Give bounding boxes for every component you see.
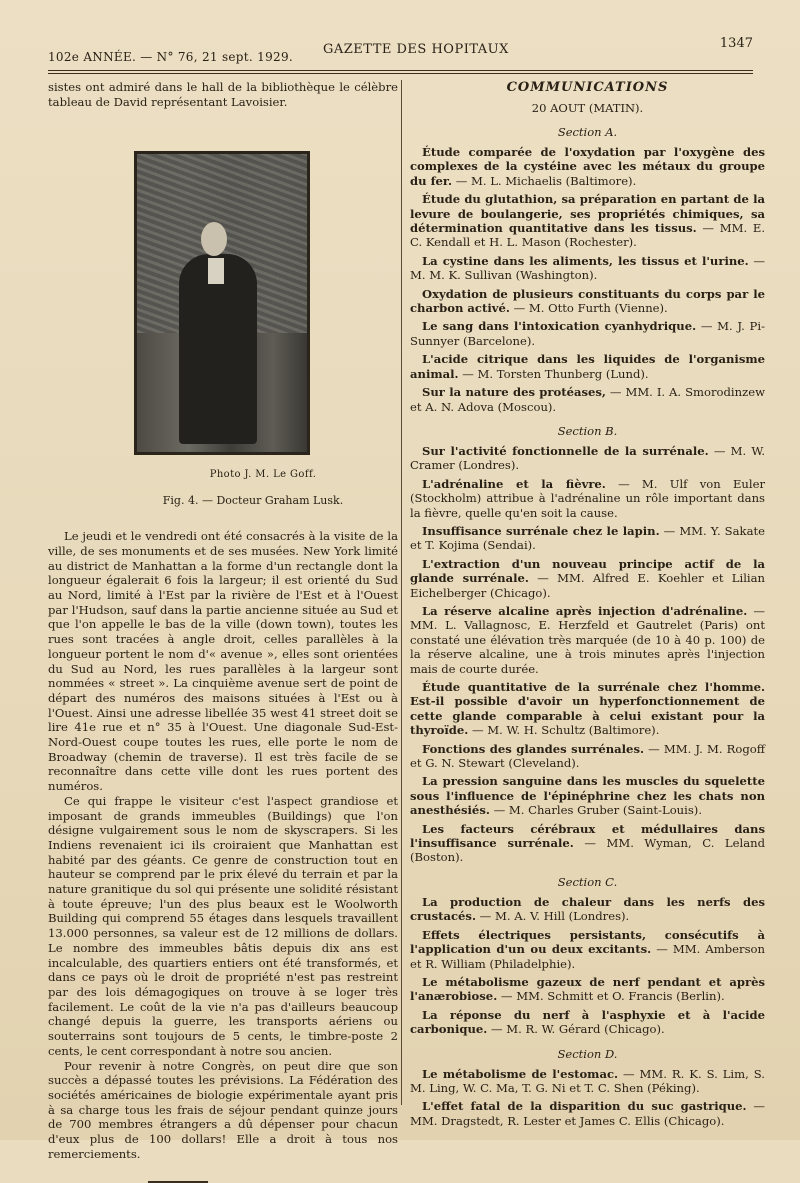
communication-authors: — MM. Alfred E. Koehler et Lilian Eichelberger (Chicago). xyxy=(410,571,766,600)
lead-paragraph: sistes ont admiré dans le hall de la bibliothèque le célèbre tableau de David représentant Lavoisier. xyxy=(48,80,398,109)
page-header xyxy=(48,36,753,70)
article-paragraph: Ce qui frappe le visiteur c'est l'aspect grandiose et imposant de grands immeubles (Buildings) que l'on désigne vulgairement sous le nom de skyscrapers. Si les Indiens revenaient ici ils croiraient que Manhattan est habité par des géants. Ce genre de construction tout en hauteur se comprend par le prix élevé du terrain et par la nature granitique du sol qui présente une solidité résistant à toute épreuve; l'un des plus beaux est le Woolworth Building qui comprend 55 étages dans lesquels travaillent 13.000 personnes, sa valeur est de 12 millions de dollars. Le nombre des immeubles bâtis depuis dix ans est incalculable, des quartiers entiers ont été transformés, et dans ce pays où le droit de propriété n'est pas restreint par des lois démagogiques on trouve à se loger très facilement. Le coût de la vie n'a pas d'ailleurs beaucoup changé depuis la guerre, les transports aériens ou souterrains sont toujours de 5 cents, le timbre-poste 2 cents, le cent correspondant à notre sou ancien. xyxy=(48,793,398,1058)
section-title: Section B. xyxy=(557,423,618,438)
communication-title: La cystine dans les aliments, les tissus et l'urine. xyxy=(422,253,749,268)
section-title: Section A. xyxy=(557,125,618,139)
communication-authors: — MM. R. K. S. Lim, S. M. Ling, W. C. Ma, T. G. Ni et T. C. Shen (Péking). xyxy=(410,1066,765,1095)
issue-line: 102e ANNÉE. — N° 76, 21 sept. 1929. xyxy=(48,50,293,64)
communication-title: Étude quantitative de la surrénale chez l'homme. Est-il possible d'avoir un hyperfonctionnement de cette glande comparable à celui existant pour la thyroïde. xyxy=(410,680,765,738)
communication-authors: — M. A. V. Hill (Londres). xyxy=(476,909,630,924)
communication-authors: — MM. J. M. Rogoff et G. N. Stewart (Cleveland). xyxy=(410,741,765,771)
communication-item xyxy=(410,524,765,553)
portrait-photo xyxy=(134,151,310,455)
communication-title: Insuffisance surrénale chez le lapin. xyxy=(422,523,660,538)
communications-heading: COMMUNICATIONS xyxy=(506,80,669,95)
header-rule-2 xyxy=(48,73,753,74)
communication-item xyxy=(410,1008,765,1037)
communication-title: L'effet fatal de la disparition du suc gastrique. xyxy=(422,1099,747,1114)
communication-authors: — M. Charles Gruber (Saint-Louis). xyxy=(489,803,703,818)
communication-item xyxy=(410,444,765,473)
communication-title: Oxydation de plusieurs constituants du corps par le charbon activé. xyxy=(410,286,765,316)
communication-authors: — MM. Dragstedt, R. Lester et James C. Ellis (Chicago). xyxy=(410,1099,765,1128)
communication-title: La production de chaleur dans les nerfs des crustacés. xyxy=(410,894,765,924)
left-column xyxy=(48,80,398,1183)
column-divider xyxy=(401,80,402,1105)
communication-title: Sur la nature des protéases, xyxy=(422,385,606,400)
communication-title: La pression sanguine dans les muscles du squelette sous l'influence de l'épinéphrine chez les chats non anesthésiés. xyxy=(410,774,765,818)
communication-title: L'acide citrique dans les liquides de l'organisme animal. xyxy=(410,352,765,381)
communication-item xyxy=(410,352,765,381)
article-paragraph: Le jeudi et le vendredi ont été consacrés à la visite de la ville, de ses monuments et de ses musées. New York limité au district de Manhattan a la forme d'un rectangle dont la longueur égalerait 6 fois la largeur; il est orienté du Sud au Nord, limité à l'Est par la rivière de l'Est et à l'Ouest par l'Hudson, sauf dans la partie ancienne située au Sud et que l'on appelle le bas de la ville (down town), toutes les rues sont tracées à angle droit, celles parallèles à la longueur portent le nom d'« avenue », elles sont orientées du Sud au Nord, les rues parallèles à la largeur sont nommées « street ». La cinquième avenue sert de point de départ des numéros des maisons situées à l'Est ou à l'Ouest. Ainsi une adresse libellée 35 west 41 street doit se lire 41e rue et n° 35 à l'Ouest. Une diagonale Sud-Est-Nord-Ouest coupe toutes les rues, elle porte le nom de Broadway (chemin de traverse). Il est très facile de se reconnaître dans cette ville dont les rues portent des numéros. xyxy=(48,529,398,794)
communication-item xyxy=(410,287,765,316)
communication-item xyxy=(410,192,765,250)
communication-authors: — MM. I. A. Smorodinzew et A. N. Adova (Moscou). xyxy=(410,385,765,414)
communication-item xyxy=(410,604,765,676)
communication-item xyxy=(410,477,765,520)
communication-authors: — M. J. Pi-Sunnyer (Barcelone). xyxy=(410,319,765,348)
section-title: Section C. xyxy=(557,874,618,889)
communication-authors: — M. Otto Furth (Vienne). xyxy=(509,301,668,316)
communication-title: L'adrénaline et la fièvre. xyxy=(422,476,606,491)
communication-title: Le métabolisme de l'estomac. xyxy=(422,1066,619,1081)
article-paragraph: Pour revenir à notre Congrès, on peut dire que son succès a dépassé toutes les prévisions. La Fédération des sociétés américaines de biologie expérimentale ayant pris à sa charge tous les frais de séjour pendant quinze jours de 700 membres étrangers a dû dépenser pour chacun d'eux plus de 100 dollars! Elle a droit à tous nos remerciements. xyxy=(48,1058,398,1161)
communication-authors: — M. Ulf von Euler (Stockholm) attribue à l'adrénaline un rôle important dans la fièvre, quelle qu'en soit la cause. xyxy=(410,476,765,520)
sections-list xyxy=(410,125,765,1128)
communication-item xyxy=(410,680,765,738)
communication-title: L'extraction d'un nouveau principe actif de la glande surrénale. xyxy=(410,556,765,586)
communication-title: Fonctions des glandes surrénales. xyxy=(422,741,645,756)
photo-credit: Photo J. M. Le Goff. xyxy=(209,469,317,481)
communication-title: Effets électriques persistants, consécutifs à l'application d'un ou deux excitants. xyxy=(410,927,765,957)
communication-item xyxy=(410,774,765,817)
communication-item xyxy=(410,928,765,971)
figure-caption: Fig. 4. — Docteur Graham Lusk. xyxy=(162,494,344,508)
communication-title: Les facteurs cérébraux et médullaires dans l'insuffisance surrénale. xyxy=(410,821,765,851)
communication-authors: — M. W. H. Schultz (Baltimore). xyxy=(468,723,660,738)
communication-title: Sur l'activité fonctionnelle de la surrénale. xyxy=(422,443,709,458)
communication-authors: — M. R. W. Gérard (Chicago). xyxy=(487,1022,665,1037)
communication-title: Étude comparée de l'oxydation par l'oxygène des complexes de la cystéine avec les métaux du groupe du fer. xyxy=(410,145,765,188)
communication-title: La réserve alcaline après injection d'adrénaline. xyxy=(422,603,748,618)
communication-item xyxy=(410,385,765,414)
communication-item xyxy=(410,145,765,188)
communication-title: La réponse du nerf à l'asphyxie et à l'acide carbonique. xyxy=(410,1007,765,1037)
communication-title: Étude du glutathion, sa préparation en partant de la levure de boulangerie, ses propriétés chimiques, sa détermination quantitative dans les tissus. xyxy=(410,192,765,236)
communication-authors: — MM. Y. Sakate et T. Kojima (Sendai). xyxy=(410,523,765,553)
communication-authors: — M. Torsten Thunberg (Lund). xyxy=(458,366,649,381)
communication-authors: — MM. L. Vallagnosc, E. Herzfeld et Gautrelet (Paris) ont constaté une élévation très marquée (de 10 à 40 p. 100) de la réserve alcaline, une à trois minutes après l'injection mais de courte durée. xyxy=(410,603,765,676)
page-number: 1347 xyxy=(719,36,753,51)
communication-authors: — MM. Amberson et R. William (Philadelphie). xyxy=(410,942,765,971)
section-title: Section D. xyxy=(557,1046,618,1061)
communication-item xyxy=(410,1067,765,1096)
communication-item xyxy=(410,557,765,600)
communication-title: Le métabolisme gazeux de nerf pendant et après l'anærobiose. xyxy=(410,974,765,1004)
communication-authors: — M. L. Michaelis (Baltimore). xyxy=(452,173,637,188)
communication-item xyxy=(410,895,765,924)
communication-item xyxy=(410,319,765,348)
right-column xyxy=(410,80,765,1132)
header-rule xyxy=(48,70,753,71)
communication-authors: — MM. Schmitt et O. Francis (Berlin). xyxy=(497,989,725,1004)
communication-item xyxy=(410,1099,765,1128)
communication-authors: — MM. E. C. Kendall et H. L. Mason (Rochester). xyxy=(410,221,766,250)
communication-authors: — MM. Wyman, C. Leland (Boston). xyxy=(410,836,765,865)
session-date: 20 AOUT (MATIN). xyxy=(531,101,644,115)
communication-title: Le sang dans l'intoxication cyanhydrique. xyxy=(422,319,697,334)
communication-item xyxy=(410,254,765,283)
communication-item xyxy=(410,975,765,1004)
communication-authors: — M. W. Cramer (Londres). xyxy=(410,443,766,473)
communication-item xyxy=(410,742,765,771)
communication-authors: — M. M. K. Sullivan (Washington). xyxy=(410,253,765,283)
figure xyxy=(134,151,310,455)
newspaper-title: GAZETTE DES HOPITAUX xyxy=(323,42,509,57)
communication-item xyxy=(410,822,765,865)
